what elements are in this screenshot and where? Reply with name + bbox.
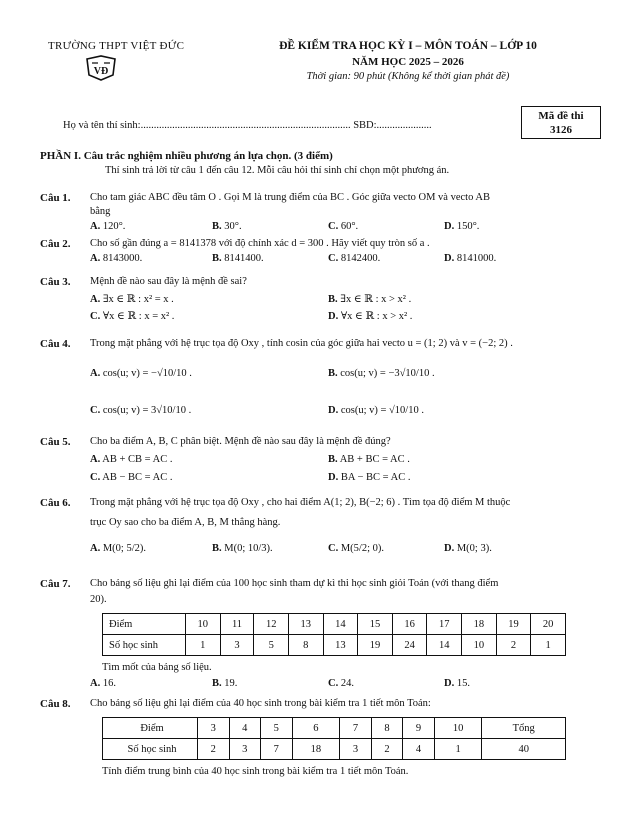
question-after-text: Tìm mốt của bảng số liệu. xyxy=(102,662,212,673)
option-d: D. 15. xyxy=(444,678,470,689)
question-text: Cho số gần đúng a = 8141378 với độ chính xác d = 300 . Hãy viết quy tròn số a . xyxy=(90,238,430,249)
table-cell: 8 xyxy=(289,635,324,656)
table-cell: 15 xyxy=(358,614,393,635)
option-b: B. M(0; 10/3). xyxy=(212,543,273,554)
option-c: C. AB − BC = AC . xyxy=(90,472,173,483)
table-cell: 7 xyxy=(340,718,372,739)
table-cell: 7 xyxy=(261,739,293,760)
table-cell: 12 xyxy=(254,614,289,635)
option-c: C. 60°. xyxy=(328,221,359,232)
table-cell: 13 xyxy=(323,635,358,656)
table-header-label: Điểm xyxy=(103,718,198,739)
question-label: Câu 8. xyxy=(40,698,71,710)
section-title: PHẦN I. Câu trắc nghiệm nhiều phương án lựa chọn. (3 điểm) xyxy=(40,150,333,162)
option-d: D. 8141000. xyxy=(444,253,497,264)
table-cell: 5 xyxy=(254,635,289,656)
question-text: Trong mặt phẳng với hệ trục tọa độ Oxy , cho hai điểm A(1; 2), B(−2; 6) . Tìm tọa độ điểm M thuộc xyxy=(90,497,511,508)
question-text: Cho bảng số liệu ghi lại điểm của 100 học sinh tham dự kì thi học sinh giỏi Toán (với thang điểm xyxy=(90,578,499,589)
table-cell: 10 xyxy=(434,718,482,739)
option-a: A. AB + CB = AC . xyxy=(90,454,173,465)
table-cell: 16 xyxy=(392,614,427,635)
table-cell: 3 xyxy=(340,739,372,760)
question-text-cont: trục Oy sao cho ba điểm A, B, M thẳng hàng. xyxy=(90,517,281,528)
option-d: D. 150°. xyxy=(444,221,480,232)
question-label: Câu 4. xyxy=(40,338,71,350)
school-logo-icon xyxy=(84,55,118,84)
option-d: D. ∀x ∈ ℝ : x > x² . xyxy=(328,311,413,322)
option-c: C. M(5/2; 0). xyxy=(328,543,385,554)
option-d: D. cos(u; v) = √10/10 . xyxy=(328,405,424,416)
option-a: A. cos(u; v) = −√10/10 . xyxy=(90,368,192,379)
option-b: B. 30°. xyxy=(212,221,242,232)
option-d: D. BA − BC = AC . xyxy=(328,472,411,483)
table-cell: 8 xyxy=(371,718,403,739)
question-label: Câu 6. xyxy=(40,497,71,509)
option-a: A. 8143000. xyxy=(90,253,143,264)
question-label: Câu 3. xyxy=(40,276,71,288)
option-a: A. 16. xyxy=(90,678,116,689)
question-label: Câu 7. xyxy=(40,578,71,590)
table-cell: 1 xyxy=(186,635,221,656)
question-label: Câu 5. xyxy=(40,436,71,448)
question-text: Mệnh đề nào sau đây là mệnh đề sai? xyxy=(90,276,247,287)
exam-time: Thời gian: 90 phút (Không kể thời gian phát đề) xyxy=(306,71,510,82)
question-after-text: Tính điểm trung bình của 40 học sinh trong bài kiểm tra 1 tiết môn Toán. xyxy=(102,766,409,777)
option-c: C. cos(u; v) = 3√10/10 . xyxy=(90,405,192,416)
option-b: B. 8141400. xyxy=(212,253,264,264)
table-cell: 40 xyxy=(482,739,566,760)
question-label: Câu 1. xyxy=(40,192,71,204)
table-cell: 14 xyxy=(427,635,462,656)
table-cell: 2 xyxy=(496,635,531,656)
table-cell: 13 xyxy=(289,614,324,635)
score-table-q8 xyxy=(102,717,566,760)
table-cell: 11 xyxy=(220,614,254,635)
table-cell: 3 xyxy=(229,739,261,760)
option-b: B. AB + BC = AC . xyxy=(328,454,410,465)
table-cell: 19 xyxy=(496,614,531,635)
exam-code-box xyxy=(521,106,601,139)
exam-year: NĂM HỌC 2025 – 2026 xyxy=(352,56,464,68)
table-cell: 4 xyxy=(403,739,435,760)
school-name: TRƯỜNG THPT VIỆT ĐỨC xyxy=(48,40,185,52)
option-a: A. ∃x ∈ ℝ : x² = x . xyxy=(90,294,174,305)
question-text: Cho ba điểm A, B, C phân biệt. Mệnh đề nào sau đây là mệnh đề đúng? xyxy=(90,436,391,447)
exam-title: ĐỀ KIỂM TRA HỌC KỲ I – MÔN TOÁN – LỚP 10 xyxy=(279,40,537,52)
table-cell: 3 xyxy=(198,718,230,739)
table-cell: 24 xyxy=(392,635,427,656)
score-table-q7 xyxy=(102,613,566,656)
exam-code-label: Mã đề thi xyxy=(538,110,584,122)
table-cell: 10 xyxy=(462,635,497,656)
table-cell: 19 xyxy=(358,635,393,656)
table-cell: 18 xyxy=(462,614,497,635)
option-a: A. 120°. xyxy=(90,221,126,232)
table-cell: 14 xyxy=(323,614,358,635)
table-cell: 2 xyxy=(371,739,403,760)
option-c: C. 24. xyxy=(328,678,354,689)
table-cell: 5 xyxy=(261,718,293,739)
logo-text: VĐ xyxy=(93,66,109,77)
table-cell: 9 xyxy=(403,718,435,739)
table-cell: 18 xyxy=(292,739,340,760)
question-text-cont: bằng xyxy=(90,206,111,217)
option-a: A. M(0; 5/2). xyxy=(90,543,147,554)
table-cell: 2 xyxy=(198,739,230,760)
table-cell: 20 xyxy=(531,614,566,635)
table-cell: 17 xyxy=(427,614,462,635)
table-cell: 6 xyxy=(292,718,340,739)
table-cell: Tổng xyxy=(482,718,566,739)
question-label: Câu 2. xyxy=(40,238,71,250)
option-c: C. ∀x ∈ ℝ : x = x² . xyxy=(90,311,175,322)
option-b: B. 19. xyxy=(212,678,238,689)
table-row-label: Số học sinh xyxy=(103,635,186,656)
table-cell: 10 xyxy=(186,614,221,635)
student-info-line: Họ và tên thí sinh:................................................................................ SBD:..................... xyxy=(63,120,432,131)
table-row-label: Số học sinh xyxy=(103,739,198,760)
option-d: D. M(0; 3). xyxy=(444,543,492,554)
option-b: B. cos(u; v) = −3√10/10 . xyxy=(328,368,435,379)
section-note: Thí sinh trả lời từ câu 1 đến câu 12. Mỗi câu hỏi thí sinh chỉ chọn một phương án. xyxy=(105,165,450,176)
option-b: B. ∃x ∈ ℝ : x > x² . xyxy=(328,294,412,305)
question-text: Trong mặt phẳng với hệ trục tọa độ Oxy , tính cosin của góc giữa hai vecto u = (1; 2) và v = (−2; 2) . xyxy=(90,338,513,349)
question-text: Cho bảng số liệu ghi lại điểm của 40 học sinh trong bài kiểm tra 1 tiết môn Toán: xyxy=(90,698,431,709)
question-text-cont: 20). xyxy=(90,594,107,605)
question-text: Cho tam giác ABC đều tâm O . Gọi M là trung điểm của BC . Góc giữa vecto OM và vecto AB xyxy=(90,192,490,203)
table-header-label: Điểm xyxy=(103,614,186,635)
exam-code: 3126 xyxy=(550,124,572,136)
table-cell: 1 xyxy=(434,739,482,760)
table-cell: 3 xyxy=(220,635,254,656)
table-cell: 4 xyxy=(229,718,261,739)
option-c: C. 8142400. xyxy=(328,253,381,264)
table-cell: 1 xyxy=(531,635,566,656)
